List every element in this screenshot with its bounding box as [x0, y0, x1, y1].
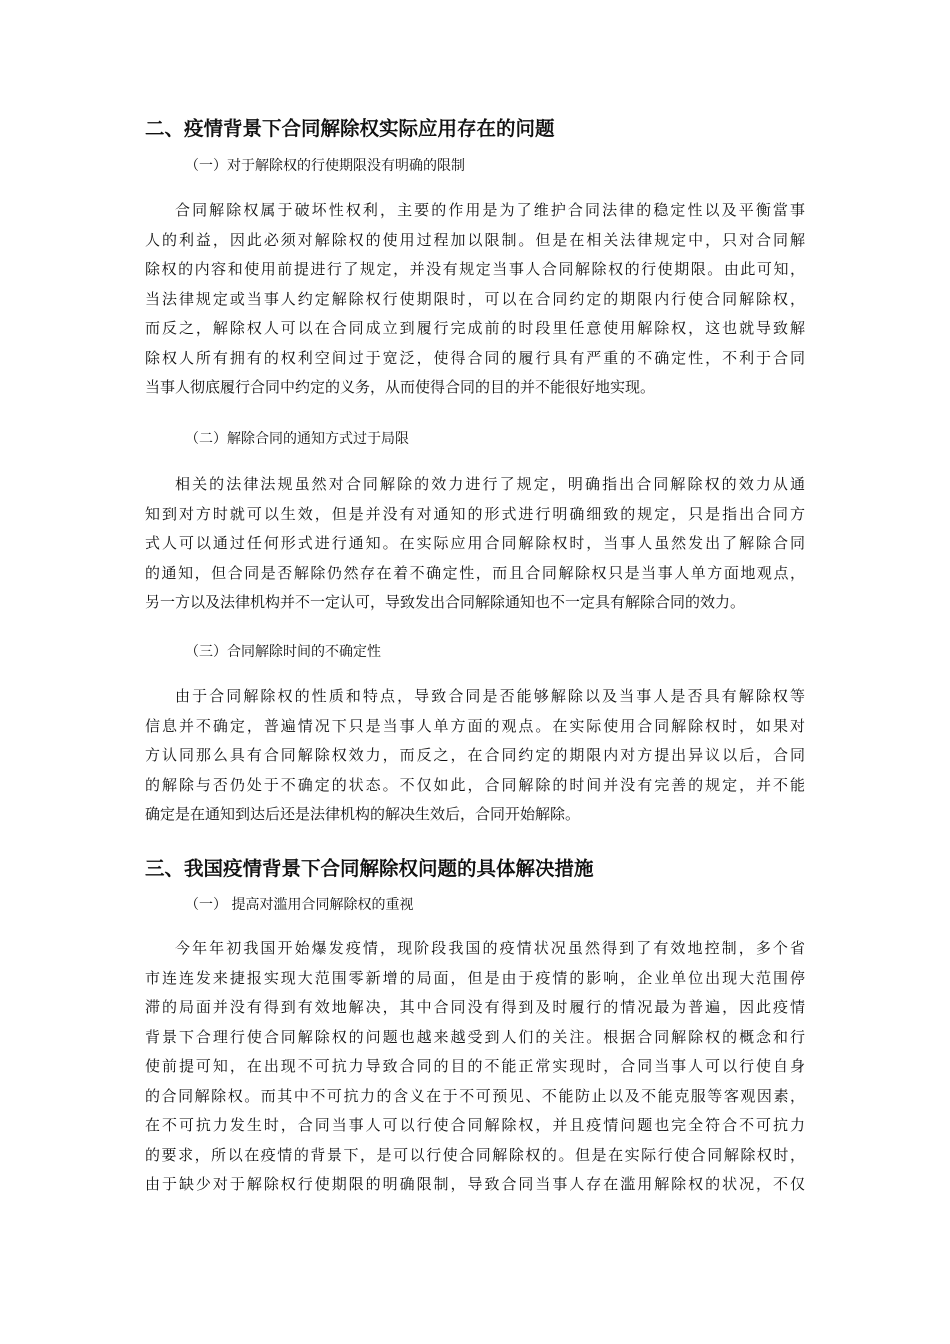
- text-line: 在不可抗力发生时，合同当事人可以行使合同解除权，并且疫情问题也完全符合不可抗力: [145, 1116, 805, 1134]
- text-line: 方认同那么具有合同解除权效力，而反之，在合同约定的期限内对方提出异议以后，合同: [145, 746, 805, 764]
- text-line: 使前提可知，在出现不可抗力导致合同的目的不能正常实现时，合同当事人可以行使自身: [145, 1057, 805, 1075]
- text-line: 式人可以通过任何形式进行通知。在实际应用合同解除权时，当事人虽然发出了解除合同: [145, 534, 805, 552]
- text-line: 背景下合理行使合同解除权的问题也越来越受到人们的关注。根据合同解除权的概念和行: [145, 1027, 805, 1046]
- text-line: 由于缺少对于解除权行使期限的明确限制，导致合同当事人存在滥用解除权的状况，不仅: [145, 1175, 805, 1193]
- paragraph-3-1: [145, 934, 805, 1200]
- paragraph-2-1: [145, 196, 805, 403]
- section-3-title: 三、我国疫情背景下合同解除权问题的具体解决措施: [145, 857, 594, 880]
- paragraph-2-3: [145, 682, 805, 830]
- text-line: 当法律规定或当事人约定解除权行使期限时，可以在合同约定的期限内行使合同解除权，: [145, 289, 805, 308]
- text-line: 而反之，解除权人可以在合同成立到履行完成前的时段里任意使用解除权，这也就导致解: [145, 319, 805, 337]
- section-2-title: 二、疫情背景下合同解除权实际应用存在的问题: [145, 117, 555, 140]
- text-line: 市连连发来捷报实现大范围零新增的局面，但是由于疫情的影响，企业单位出现大范围停: [145, 968, 805, 987]
- text-line: 的通知，但合同是否解除仍然存在着不确定性，而且合同解除权只是当事人单方面地观点，: [145, 563, 805, 582]
- text-line: 人的利益，因此必须对解除权的使用过程加以限制。但是在相关法律规定中，只对合同解: [145, 230, 805, 249]
- text-line: 确定是在通知到达后还是法律机构的解决生效后，合同开始解除。: [145, 805, 581, 823]
- subsection-3-1-heading: （一） 提高对滥用合同解除权的重视: [185, 897, 414, 913]
- text-line: 的要求，所以在疫情的背景下，是可以行使合同解除权的。但是在实际行使合同解除权时，: [145, 1145, 805, 1164]
- text-line: 合同解除权属于破坏性权利，主要的作用是为了维护合同法律的稳定性以及平衡當事: [175, 201, 805, 219]
- text-line: 滞的局面并没有得到有效地解决，其中合同没有得到及时履行的情况最为普遍，因此疫情: [145, 998, 805, 1016]
- text-line: 的解除与否仍处于不确定的状态。不仅如此，合同解除的时间并没有完善的规定，并不能: [145, 775, 805, 794]
- subsection-2-2-heading: （二）解除合同的通知方式过于局限: [185, 431, 409, 447]
- text-line: 除权的内容和使用前提进行了规定，并没有规定当事人合同解除权的行使期限。由此可知，: [145, 260, 805, 278]
- paragraph-2-2: [145, 470, 805, 618]
- text-line: 由于合同解除权的性质和特点，导致合同是否能够解除以及当事人是否具有解除权等: [175, 687, 805, 705]
- text-line: 当事人彻底履行合同中约定的义务，从而使得合同的目的并不能很好地实现。: [145, 378, 656, 396]
- text-line: 知到对方时就可以生效，但是并没有对通知的形式进行明确细致的规定，只是指出合同方: [145, 504, 805, 523]
- text-line: 信息并不确定，普遍情况下只是当事人单方面的观点。在实际使用合同解除权时，如果对: [145, 716, 805, 735]
- subsection-2-3-heading: （三）合同解除时间的不确定性: [185, 644, 381, 660]
- text-line: 今年年初我国开始爆发疫情，现阶段我国的疫情状况虽然得到了有效地控制，多个省: [175, 939, 805, 957]
- text-line: 的合同解除权。而其中不可抗力的含义在于不可预见、不能防止以及不能克服等客观因素，: [145, 1086, 805, 1105]
- subsection-2-1-heading: （一）对于解除权的行使期限没有明确的限制: [185, 158, 465, 174]
- text-line: 除权人所有拥有的权利空间过于宽泛，使得合同的履行具有严重的不确定性，不利于合同: [145, 348, 805, 367]
- text-line: 相关的法律法规虽然对合同解除的效力进行了规定，明确指出合同解除权的效力从通: [175, 475, 805, 493]
- text-line: 另一方以及法律机构并不一定认可，导致发出合同解除通知也不一定具有解除合同的效力。: [145, 593, 746, 611]
